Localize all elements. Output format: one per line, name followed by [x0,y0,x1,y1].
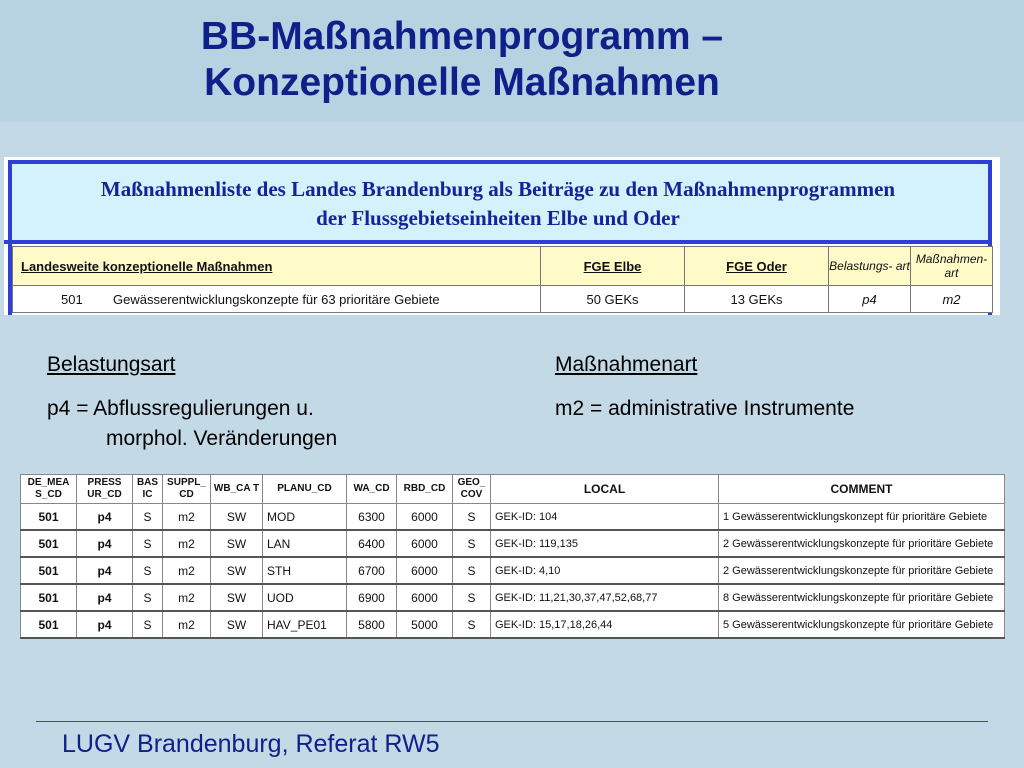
cell-planu-cd: UOD [263,584,347,611]
legend-belastungsart [47,350,337,454]
footer-divider [36,721,988,722]
embedded-row-num: 501 [61,291,83,307]
cell-pressur-cd: p4 [77,557,133,584]
embedded-data-row [13,286,993,313]
cell-local: GEK-ID: 119,135 [491,530,719,557]
embedded-header-row [13,247,993,286]
cell-comment: 2 Gewässerentwicklungskonzepte für prioritäre Gebiete [719,557,1005,584]
legend-belastungsart-line2: morphol. Veränderungen [106,427,338,450]
cell-geo-cov: S [453,584,491,611]
cell-wa-cd: 6400 [347,530,397,557]
cell-basic: S [133,504,163,531]
cell-geo-cov: S [453,530,491,557]
cell-basic: S [133,557,163,584]
cell-suppl-cd: m2 [163,611,211,638]
cell-wa-cd: 5800 [347,611,397,638]
cell-local: GEK-ID: 104 [491,504,719,531]
table-row [21,584,1005,611]
page-title-line1: BB-Maßnahmenprogramm – [200,15,724,58]
cell-wb-cat: SW [211,557,263,584]
cell-geo-cov: S [453,611,491,638]
legend-massnahmenart [555,350,854,424]
cell-de-meas-cd: 501 [21,530,77,557]
cell-wa-cd: 6900 [347,584,397,611]
embedded-header-elbe: FGE Elbe [541,247,685,286]
cell-comment: 1 Gewässerentwicklungskonzept für prioritäre Gebiete [719,504,1005,531]
header-pressur-cd: PRESS UR_CD [77,475,133,504]
embedded-header-belastung: Belastungs- art [829,247,911,286]
embedded-header-section: Landesweite konzeptionelle Maßnahmen [13,247,541,286]
cell-rbd-cd: 6000 [397,504,453,531]
cell-local: GEK-ID: 4,10 [491,557,719,584]
header-de-meas-cd: DE_MEA S_CD [21,475,77,504]
table-row [21,557,1005,584]
embedded-header-oder: FGE Oder [685,247,829,286]
cell-comment: 5 Gewässerentwicklungskonzepte für prioritäre Gebiete [719,611,1005,638]
cell-basic: S [133,530,163,557]
table-row [21,611,1005,638]
embedded-row-desc: Gewässerentwicklungskonzepte für 63 prioritäre Gebiete [113,291,440,307]
embedded-header-massnahme: Maßnahmen- art [911,247,993,286]
cell-comment: 8 Gewässerentwicklungskonzepte für prioritäre Gebiete [719,584,1005,611]
embedded-measures-table [4,157,1000,315]
legend-belastungsart-heading: Belastungsart [47,353,176,376]
cell-planu-cd: STH [263,557,347,584]
cell-wa-cd: 6700 [347,557,397,584]
footer-text: LUGV Brandenburg, Referat RW5 [62,730,440,758]
header-geo-cov: GEO_ COV [453,475,491,504]
cell-rbd-cd: 6000 [397,584,453,611]
cell-rbd-cd: 6000 [397,530,453,557]
header-wb-cat: WB_CA T [211,475,263,504]
embedded-row-oder: 13 GEKs [685,286,829,313]
cell-planu-cd: LAN [263,530,347,557]
legend-massnahmenart-heading: Maßnahmenart [555,353,698,376]
cell-wb-cat: SW [211,584,263,611]
embedded-grid [12,246,993,313]
cell-rbd-cd: 5000 [397,611,453,638]
header-basic: BAS IC [133,475,163,504]
embedded-row-elbe: 50 GEKs [541,286,685,313]
table-row [21,504,1005,531]
cell-rbd-cd: 6000 [397,557,453,584]
header-rbd-cd: RBD_CD [397,475,453,504]
cell-de-meas-cd: 501 [21,584,77,611]
legend-massnahmenart-line1: m2 = administrative Instrumente [555,397,855,420]
measures-data-table [20,474,1005,639]
embedded-divider [4,240,992,244]
cell-pressur-cd: p4 [77,504,133,531]
cell-wb-cat: SW [211,530,263,557]
cell-de-meas-cd: 501 [21,504,77,531]
cell-planu-cd: MOD [263,504,347,531]
cell-de-meas-cd: 501 [21,611,77,638]
header-comment: COMMENT [719,475,1005,504]
cell-basic: S [133,611,163,638]
embedded-row-massnahme: m2 [911,286,993,313]
header-planu-cd: PLANU_CD [263,475,347,504]
cell-suppl-cd: m2 [163,584,211,611]
embedded-row-belastung: p4 [829,286,911,313]
header-local: LOCAL [491,475,719,504]
embedded-heading-line2: der Flussgebietseinheiten Elbe und Oder [316,206,680,230]
data-table-header-row [21,475,1005,504]
cell-local: GEK-ID: 11,21,30,37,47,52,68,77 [491,584,719,611]
cell-local: GEK-ID: 15,17,18,26,44 [491,611,719,638]
embedded-row-desc-cell [13,286,541,313]
cell-pressur-cd: p4 [77,611,133,638]
cell-basic: S [133,584,163,611]
cell-comment: 2 Gewässerentwicklungskonzepte für prioritäre Gebiete [719,530,1005,557]
cell-planu-cd: HAV_PE01 [263,611,347,638]
legend-belastungsart-line1: p4 = Abflussregulierungen u. [47,397,314,420]
embedded-heading-line1: Maßnahmenliste des Landes Brandenburg als Beiträge zu den Maßnahmenprogrammen [100,177,896,201]
page-title-line2: Konzeptionelle Maßnahmen [204,61,720,104]
cell-suppl-cd: m2 [163,530,211,557]
cell-wb-cat: SW [211,504,263,531]
cell-suppl-cd: m2 [163,504,211,531]
cell-pressur-cd: p4 [77,584,133,611]
cell-geo-cov: S [453,504,491,531]
cell-wa-cd: 6300 [347,504,397,531]
header-suppl-cd: SUPPL_ CD [163,475,211,504]
cell-de-meas-cd: 501 [21,557,77,584]
cell-wb-cat: SW [211,611,263,638]
page-title [0,14,924,106]
cell-geo-cov: S [453,557,491,584]
cell-pressur-cd: p4 [77,530,133,557]
cell-suppl-cd: m2 [163,557,211,584]
table-row [21,530,1005,557]
header-wa-cd: WA_CD [347,475,397,504]
